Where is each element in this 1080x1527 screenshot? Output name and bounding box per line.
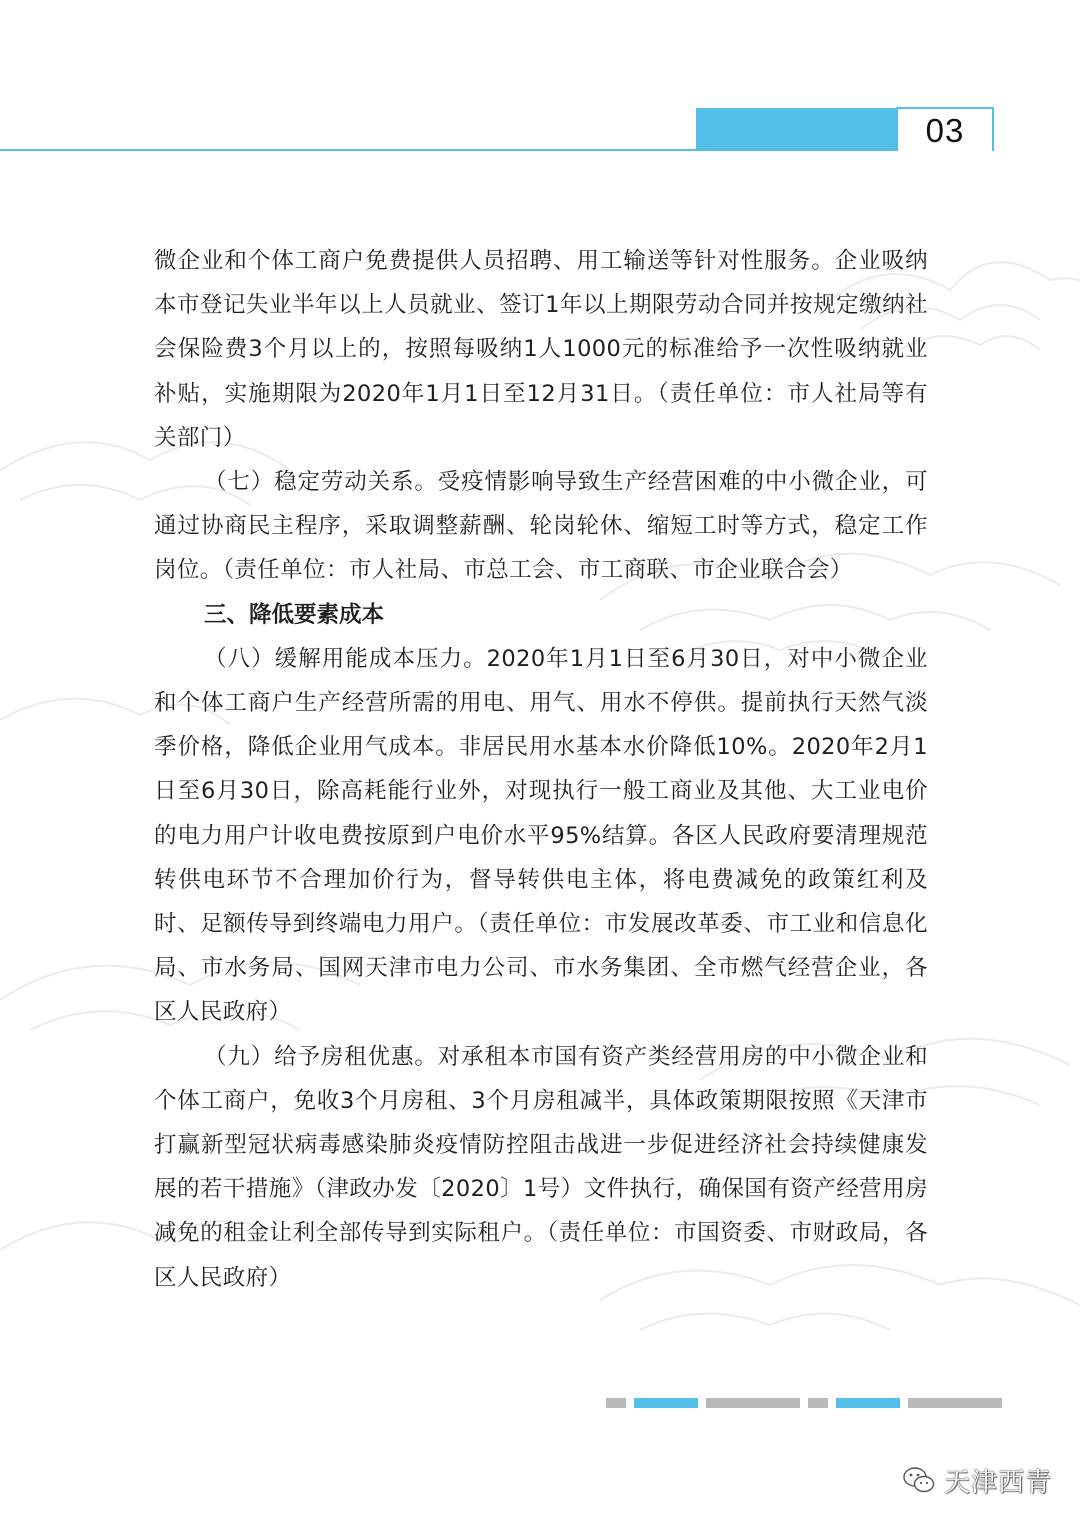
paragraph-item-9: （九）给予房租优惠。对承租本市国有资产类经营用房的中小微企业和个体工商户，免收3个月房租、3个月房租减半，具体政策期限按照《天津市打赢新型冠状病毒感染肺炎疫情防控阻击战进一步促进经济社会持续健康发展的若干措施》（津政办发〔2020〕1号）文件执行，确保国有资产经营用房减免的租金让利全部传导到实际租户。（责任单位：市国资委、市财政局，各区人民政府） (154, 1043, 928, 1291)
paragraph-continued: 微企业和个体工商户免费提供人员招聘、用工输送等针对性服务。企业吸纳本市登记失业半年以上人员就业、签订1年以上期限劳动合同并按规定缴纳社会保险费3个月以上的，按照每吸纳1人1000元的标准给予一次性吸纳就业补贴，实施期限为2020年1月1日至12月31日。（责任单位：市人社局等有关部门） (154, 248, 928, 451)
paragraph-item-7: （七）稳定劳动关系。受疫情影响导致生产经营困难的中小微企业，可通过协商民主程序，采取调整薪酬、轮岗轮休、缩短工时等方式，稳定工作岗位。（责任单位：市人社局、市总工会、市工商联、市企业联合会） (154, 469, 928, 584)
footer-segment (606, 1398, 626, 1408)
header-accent-bar (696, 108, 896, 151)
footer-segment (836, 1398, 900, 1408)
footer-segment (908, 1398, 1002, 1408)
paragraph-item-8: （八）缓解用能成本压力。2020年1月1日至6月30日，对中小微企业和个体工商户生产经营所需的用电、用气、用水不停供。提前执行天然气淡季价格，降低企业用气成本。非居民用水基本水价降低10%。2020年2月1日至6月30日，除高耗能行业外，对现执行一般工商业及其他、大工业电价的电力用户计收电费按原到户电价水平95%结算。各区人民政府要清理规范转供电环节不合理加价行为，督导转供电主体，将电费减免的政策红利及时、足额传导到终端电力用户。（责任单位：市发展改革委、市工业和信息化局、市水务局、国网天津市电力公司、市水务集团、全市燃气经营企业，各区人民政府） (154, 645, 928, 1026)
section-heading: 三、降低要素成本 (204, 601, 385, 628)
footer-segment (706, 1398, 800, 1408)
watermark-text: 天津西青 (944, 1467, 1053, 1498)
footer-segment (808, 1398, 828, 1408)
wechat-icon (902, 1465, 936, 1495)
page-number: 03 (896, 107, 994, 151)
footer-segment (634, 1398, 698, 1408)
document-body (154, 239, 928, 1300)
wechat-watermark (902, 1460, 1052, 1500)
